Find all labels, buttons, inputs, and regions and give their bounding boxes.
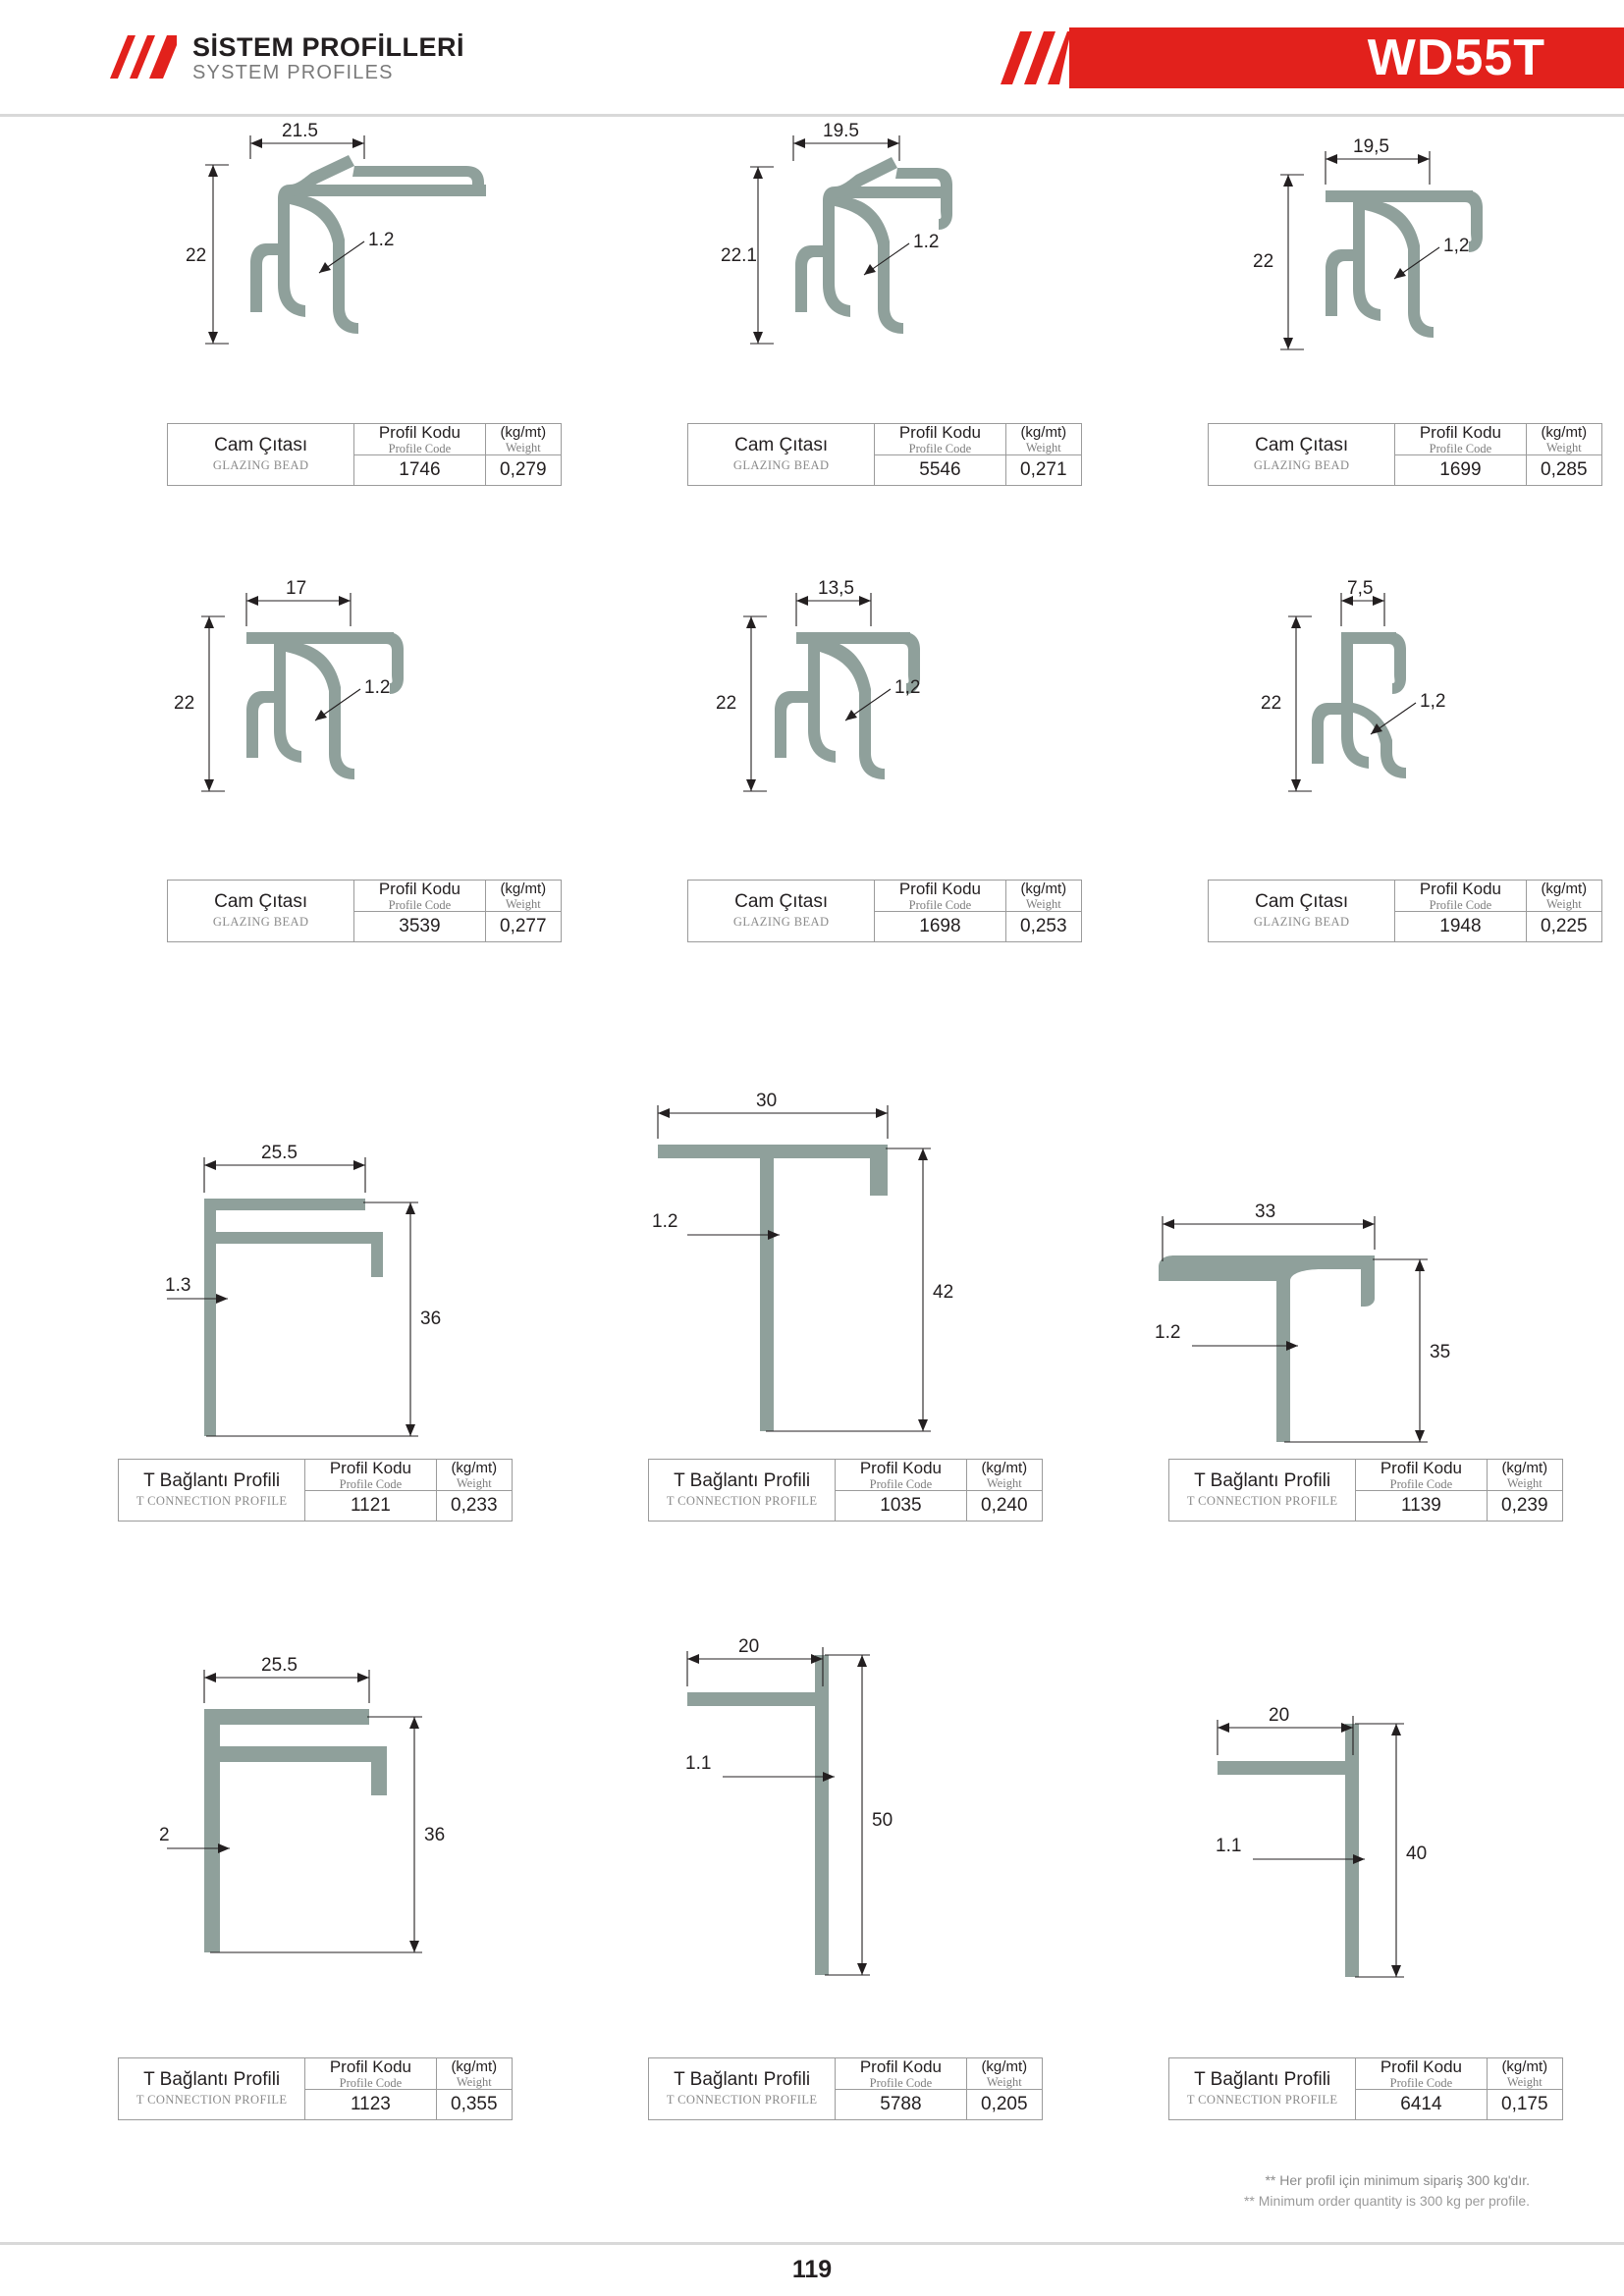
profile-weight-value: 0,253	[1020, 916, 1067, 936]
profile-code-value: 1123	[350, 2094, 391, 2114]
profile-drawing-6414	[1178, 1677, 1551, 2010]
profile-name-en: GLAZING BEAD	[1253, 915, 1350, 930]
profile-drawing-1035	[628, 1091, 1001, 1470]
profile-code-value: 3539	[399, 916, 441, 936]
dim-thickness-1121: 1.3	[165, 1275, 191, 1296]
profile-weight-col-5788	[966, 2058, 1042, 2119]
profile-drawing-5546	[717, 121, 1051, 410]
spec-table-1035	[648, 1459, 1043, 1522]
weight-header-en: Weight	[505, 896, 541, 911]
dim-thickness-1948: 1,2	[1420, 691, 1446, 712]
weight-header: (kg/mt)	[1501, 2057, 1548, 2075]
code-header-en: Profile Code	[339, 2075, 403, 2090]
code-header-en: Profile Code	[1429, 441, 1492, 455]
profile-name-en: GLAZING BEAD	[1253, 458, 1350, 473]
dim-thickness-1699: 1,2	[1443, 236, 1470, 256]
weight-header-en: Weight	[1545, 440, 1582, 454]
dim-height-1139: 35	[1430, 1342, 1451, 1362]
profile-weight-value: 0,271	[1020, 459, 1067, 480]
profile-drawing-3539	[174, 578, 525, 872]
profile-name-1699	[1209, 424, 1394, 485]
dim-width-1035: 30	[756, 1091, 778, 1111]
profile-weight-value: 0,355	[451, 2094, 498, 2114]
weight-header: (kg/mt)	[500, 423, 547, 441]
profile-drawing-1746	[172, 121, 506, 410]
code-header-en: Profile Code	[869, 2075, 933, 2090]
profile-name-en: T CONNECTION PROFILE	[1186, 2093, 1338, 2108]
dim-height-1121: 36	[420, 1308, 442, 1329]
weight-header-en: Weight	[1025, 896, 1061, 911]
dim-width-1121: 25.5	[261, 1143, 298, 1163]
profile-drawing-1139	[1129, 1151, 1502, 1485]
weight-header: (kg/mt)	[1541, 423, 1588, 441]
dim-width-1698: 13,5	[818, 578, 854, 599]
dim-width-5546: 19.5	[823, 121, 859, 141]
profile-code-value: 5788	[880, 2094, 922, 2114]
dim-height-1698: 22	[716, 693, 737, 714]
brand-title-tr: SİSTEM PROFİLLERİ	[192, 32, 465, 63]
code-header-tr: Profil Kodu	[378, 879, 460, 898]
header-divider	[0, 114, 1624, 117]
dim-thickness-5546: 1.2	[913, 232, 940, 252]
dim-thickness-6414: 1.1	[1216, 1836, 1242, 1856]
profile-name-tr: Cam Çıtası	[214, 434, 308, 455]
code-header-en: Profile Code	[1389, 1476, 1453, 1491]
profile-name-tr: Cam Çıtası	[214, 890, 308, 912]
code-header-en: Profile Code	[388, 897, 452, 912]
profile-code-value: 1948	[1439, 916, 1482, 936]
dim-thickness-5788: 1.1	[685, 1753, 712, 1774]
profile-weight-value: 0,233	[451, 1495, 498, 1516]
dim-height-1035-label: 42	[933, 1282, 954, 1303]
code-header-tr: Profil Kodu	[1419, 879, 1501, 898]
profile-name-tr: Cam Çıtası	[734, 434, 829, 455]
profile-code-col-5546	[874, 424, 1004, 485]
dim-width-3539: 17	[286, 578, 307, 599]
brand-logo	[106, 31, 464, 86]
profile-code-col-1139	[1355, 1460, 1486, 1521]
code-header-en: Profile Code	[388, 441, 452, 455]
dim-thickness-1746: 1.2	[368, 230, 395, 250]
profile-weight-value: 0,239	[1501, 1495, 1548, 1516]
profile-weight-col-1698	[1005, 881, 1081, 941]
profile-name-en: T CONNECTION PROFILE	[135, 2093, 288, 2108]
dim-thickness-1035: 1.2	[652, 1211, 678, 1232]
profile-drawing-1698	[716, 578, 1065, 872]
code-header-tr: Profil Kodu	[859, 1458, 942, 1477]
weight-header-en: Weight	[1545, 896, 1582, 911]
spec-table-1698	[687, 880, 1082, 942]
profile-name-5546	[688, 424, 874, 485]
weight-header-en: Weight	[986, 2074, 1022, 2089]
spec-table-1948	[1208, 880, 1602, 942]
profile-name-en: T CONNECTION PROFILE	[666, 1494, 818, 1509]
spec-table-1121	[118, 1459, 513, 1522]
profile-name-tr: T Bağlantı Profili	[1194, 1469, 1331, 1491]
weight-header-en: Weight	[505, 440, 541, 454]
page-number: 119	[791, 2256, 833, 2283]
code-header-tr: Profil Kodu	[898, 422, 981, 442]
minimum-order-note	[1244, 2170, 1530, 2212]
profile-name-en: GLAZING BEAD	[212, 458, 309, 473]
profile-name-tr: T Bağlantı Profili	[1194, 2068, 1331, 2090]
code-header-tr: Profil Kodu	[859, 2056, 942, 2076]
profile-code-col-1698	[874, 881, 1004, 941]
dim-height-5546: 22.1	[721, 245, 757, 266]
dim-thickness-1123: 2	[159, 1825, 170, 1845]
profile-name-tr: T Bağlantı Profili	[674, 1469, 811, 1491]
code-header-en: Profile Code	[908, 441, 972, 455]
dim-width-6414: 20	[1269, 1705, 1290, 1726]
weight-header-en: Weight	[1025, 440, 1061, 454]
dim-thickness-1698: 1,2	[894, 677, 921, 698]
title-slashes-icon	[991, 27, 1069, 88]
dim-width-1123: 25.5	[261, 1655, 298, 1676]
weight-header: (kg/mt)	[981, 1459, 1028, 1476]
profile-weight-col-1123	[436, 2058, 512, 2119]
profile-name-3539	[168, 881, 353, 941]
dim-height-3539: 22	[174, 693, 195, 714]
spec-table-1139	[1168, 1459, 1563, 1522]
profile-code-value: 1139	[1400, 1495, 1441, 1516]
dim-width-1139: 33	[1255, 1201, 1276, 1222]
code-header-tr: Profil Kodu	[329, 2056, 411, 2076]
profile-weight-value: 0,175	[1501, 2094, 1548, 2114]
code-header-en: Profile Code	[869, 1476, 933, 1491]
code-header-tr: Profil Kodu	[898, 879, 981, 898]
dim-thickness-1139: 1.2	[1155, 1322, 1181, 1343]
profile-code-col-1123	[304, 2058, 435, 2119]
profile-weight-value: 0,225	[1541, 916, 1588, 936]
profile-weight-col-1139	[1487, 1460, 1562, 1521]
code-header-tr: Profil Kodu	[329, 1458, 411, 1477]
spec-table-1746	[167, 423, 562, 486]
profile-code-col-1035	[835, 1460, 965, 1521]
dim-height-5788: 50	[872, 1810, 893, 1831]
profile-code-col-3539	[353, 881, 484, 941]
weight-header: (kg/mt)	[1020, 423, 1067, 441]
weight-header: (kg/mt)	[451, 2057, 498, 2075]
weight-header: (kg/mt)	[451, 1459, 498, 1476]
profile-name-1139	[1169, 1460, 1355, 1521]
profile-weight-col-6414	[1487, 2058, 1562, 2119]
profile-name-en: T CONNECTION PROFILE	[1186, 1494, 1338, 1509]
weight-header-en: Weight	[456, 1475, 492, 1490]
series-title: WD55T	[1367, 29, 1545, 86]
profile-name-en: GLAZING BEAD	[732, 915, 830, 930]
dim-width-5788: 20	[738, 1636, 760, 1657]
code-header-tr: Profil Kodu	[1380, 1458, 1462, 1477]
profile-name-en: GLAZING BEAD	[212, 915, 309, 930]
profile-weight-col-5546	[1005, 424, 1081, 485]
profile-code-col-6414	[1355, 2058, 1486, 2119]
spec-table-5788	[648, 2057, 1043, 2120]
profile-name-tr: Cam Çıtası	[1255, 890, 1349, 912]
code-header-en: Profile Code	[1429, 897, 1492, 912]
dim-height-1746: 22	[186, 245, 207, 266]
dim-width-1746: 21.5	[282, 121, 318, 141]
profile-weight-value: 0,205	[981, 2094, 1028, 2114]
profile-weight-col-1035	[966, 1460, 1042, 1521]
profile-name-6414	[1169, 2058, 1355, 2119]
profile-drawing-5788	[648, 1608, 1021, 2001]
profile-code-col-1948	[1394, 881, 1525, 941]
arrow-logo-icon	[106, 31, 179, 86]
code-header-en: Profile Code	[908, 897, 972, 912]
footer-divider	[0, 2242, 1624, 2245]
profile-code-value: 1121	[350, 1495, 391, 1516]
dim-thickness-3539: 1.2	[364, 677, 391, 698]
profile-name-tr: T Bağlantı Profili	[143, 2068, 281, 2090]
dim-height-1699: 22	[1253, 251, 1274, 272]
profile-drawing-1121	[167, 1132, 540, 1466]
note-en: ** Minimum order quantity is 300 kg per profile.	[1243, 2193, 1530, 2209]
weight-header: (kg/mt)	[1541, 880, 1588, 897]
profile-name-tr: Cam Çıtası	[734, 890, 829, 912]
weight-header: (kg/mt)	[981, 2057, 1028, 2075]
code-header-tr: Profil Kodu	[1380, 2056, 1462, 2076]
profile-weight-col-1746	[485, 424, 561, 485]
profile-weight-col-1121	[436, 1460, 512, 1521]
dim-width-1948: 7,5	[1347, 578, 1374, 599]
profile-weight-col-1699	[1526, 424, 1601, 485]
profile-drawing-1699	[1247, 136, 1581, 430]
profile-name-tr: Cam Çıtası	[1255, 434, 1349, 455]
profile-code-value: 6414	[1400, 2094, 1442, 2114]
code-header-tr: Profil Kodu	[378, 422, 460, 442]
weight-header-en: Weight	[456, 2074, 492, 2089]
profile-weight-value: 0,279	[500, 459, 547, 480]
profile-weight-col-3539	[485, 881, 561, 941]
spec-table-1123	[118, 2057, 513, 2120]
spec-table-6414	[1168, 2057, 1563, 2120]
profile-code-value: 1698	[919, 916, 961, 936]
series-title-bar	[1069, 27, 1624, 88]
code-header-tr: Profil Kodu	[1419, 422, 1501, 442]
profile-name-1123	[119, 2058, 304, 2119]
profile-name-1948	[1209, 881, 1394, 941]
spec-table-3539	[167, 880, 562, 942]
weight-header: (kg/mt)	[500, 880, 547, 897]
profile-code-value: 1699	[1439, 459, 1482, 480]
dim-width-1699: 19,5	[1353, 136, 1389, 157]
spec-table-5546	[687, 423, 1082, 486]
brand-title-en: SYSTEM PROFILES	[192, 61, 394, 83]
profile-code-value: 5546	[919, 459, 961, 480]
profile-name-tr: T Bağlantı Profili	[674, 2068, 811, 2090]
profile-weight-value: 0,277	[500, 916, 547, 936]
profile-name-en: T CONNECTION PROFILE	[666, 2093, 818, 2108]
code-header-en: Profile Code	[1389, 2075, 1453, 2090]
profile-name-en: GLAZING BEAD	[732, 458, 830, 473]
profile-drawing-1123	[159, 1652, 540, 1986]
weight-header-en: Weight	[1506, 2074, 1543, 2089]
dim-height-6414: 40	[1406, 1843, 1428, 1864]
page-header	[0, 0, 1624, 116]
profile-name-1035	[649, 1460, 835, 1521]
profile-name-tr: T Bağlantı Profili	[143, 1469, 281, 1491]
profile-code-col-5788	[835, 2058, 965, 2119]
profile-code-col-1699	[1394, 424, 1525, 485]
profile-name-1121	[119, 1460, 304, 1521]
weight-header: (kg/mt)	[1020, 880, 1067, 897]
profile-drawing-1948	[1261, 578, 1610, 872]
weight-header-en: Weight	[1506, 1475, 1543, 1490]
profile-name-1698	[688, 881, 874, 941]
dim-height-1123: 36	[424, 1825, 446, 1845]
weight-header: (kg/mt)	[1501, 1459, 1548, 1476]
profile-name-5788	[649, 2058, 835, 2119]
dim-height-1948: 22	[1261, 693, 1282, 714]
profile-name-en: T CONNECTION PROFILE	[135, 1494, 288, 1509]
code-header-en: Profile Code	[339, 1476, 403, 1491]
weight-header-en: Weight	[986, 1475, 1022, 1490]
profile-weight-value: 0,240	[981, 1495, 1028, 1516]
profile-code-value: 1746	[399, 459, 441, 480]
spec-table-1699	[1208, 423, 1602, 486]
profile-weight-col-1948	[1526, 881, 1601, 941]
profile-name-1746	[168, 424, 353, 485]
profile-code-value: 1035	[880, 1495, 922, 1516]
note-tr: ** Her profil için minimum sipariş 300 kg'dır.	[1265, 2172, 1530, 2188]
profile-weight-value: 0,285	[1541, 459, 1588, 480]
profile-code-col-1121	[304, 1460, 435, 1521]
profile-code-col-1746	[353, 424, 484, 485]
